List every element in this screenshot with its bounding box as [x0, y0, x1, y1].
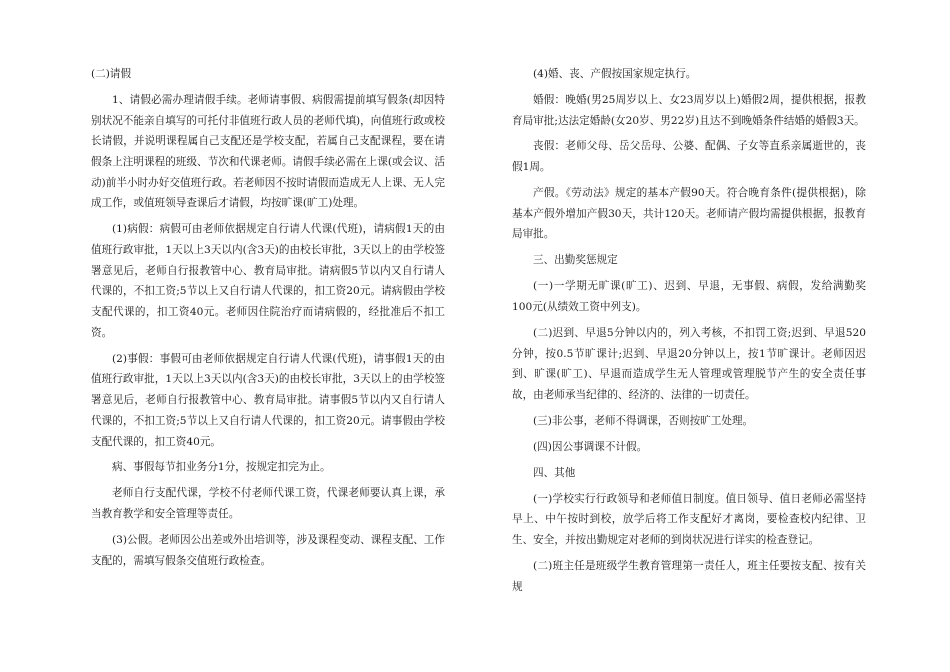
paragraph-duty-system: (一)学校实行行政领导和老师值日制度。值日领导、值日老师必需坚持早上、中午按时到校，放学后将工作支配好才离岗，要检查校内纪律、卫生、安全，并按出勤规定对老师的到岗状况进行详实的检查登记。: [512, 492, 866, 546]
paragraph-head-teacher: (二)班主任是班级学生教育管理第一责任人，班主任要按支配、按有关规: [512, 559, 866, 593]
paragraph-no-class-swap: (三)非公事，老师不得调课，否则按旷工处理。: [533, 414, 754, 427]
paragraph-substitute-teaching: 老师自行支配代课，学校不付老师代课工资，代课老师要认真上课，承当教育教学和安全管理等责任。: [91, 487, 445, 520]
paragraph-deduction-rule: 病、事假每节扣业务分1分，按规定扣完为止。: [112, 461, 331, 474]
paragraph-official-swap: (四)因公事调课不计假。: [533, 440, 648, 453]
paragraph-maternity-leave: 产假。《劳动法》规定的基本产假90天。符合晚育条件(提供根据)，除基本产假外增加产假30天，共计120天。老师请产假均需提供根据，报教育局审批。: [512, 187, 866, 241]
section-heading-attendance: 三、出勤奖惩规定: [533, 254, 618, 267]
right-column: [512, 64, 866, 602]
section-heading-other: 四、其他: [533, 466, 576, 479]
paragraph-marriage-funeral-maternity: (4)婚、丧、产假按国家规定执行。: [533, 68, 697, 80]
paragraph-sick-leave: (1)病假：病假可由老师依据规定自行请人代课(代班)，请病假1天的由值班行政审批，1天以上3天以内(含3天)的由校长审批，3天以上的由学校签署意见后，老师自行报教管中心、教育局审批。请病假5节以内又自行请人代课的，不扣工资;5节以上又自行请人代课的，扣工资20元。请病假由学校支配代课的，扣工资40元。老师因住院治疗而请病假的，经批准后不扣工资。: [91, 223, 445, 339]
section-heading-leave: (二)请假: [91, 68, 132, 80]
paragraph-funeral-leave: 丧假：老师父母、岳父岳母、公婆、配偶、子女等直系亲属逝世的，丧假1周。: [512, 140, 866, 174]
paragraph-personal-leave: (2)事假：事假可由老师依据规定自行请人代课(代班)，请事假1天的由值班行政审批，1天以上3天以内(含3天)的由校长审批，3天以上的由学校签署意见后，老师自行报教管中心、教育局审批。请事假5节以内又自行请人代课的，不扣工资;5节以上又自行请人代课的，扣工资20元。请事假由学校支配代课的，扣工资40元。: [91, 352, 445, 448]
paragraph-leave-procedure: 1、请假必需办理请假手续。老师请事假、病假需提前填写假条(却因特别状况不能亲自填写的可托付非值班行政人员的老师代填)，向值班行政或校长请假，并说明课程属自己支配还是学校支配，若属自己支配课程，要在请假条上注明课程的班级、节次和代课老师。请假手续必需在上课(或会议、活动)前半小时办好交值班行政。若老师因不按时请假而造成无人上课、无人完成工作，或值班领导查课后才请假，均按旷课(旷工)处理。: [91, 93, 445, 210]
paragraph-official-leave: (3)公假。老师因公出差或外出培训等，涉及课程变动、课程支配、工作支配的，需填写假条交值班行政检查。: [91, 533, 445, 567]
paragraph-marriage-leave: 婚假：晚婚(男25周岁以上、女23周岁以上)婚假2周，提供根据，报教育局审批;达法定婚龄(女20岁、男22岁)且达不到晚婚条件结婚的婚假3天。: [512, 93, 866, 127]
paragraph-full-attendance-bonus: (一)一学期无旷课(旷工)、迟到、早退，无事假、病假，发给满勤奖100元(从绩效工资中列支)。: [512, 280, 866, 313]
left-column: [91, 64, 445, 576]
paragraph-late-early-leave: (二)迟到、早退5分钟以内的，列入考核，不扣罚工资;迟到、早退520分钟，按0.5节旷课计;迟到、早退20分钟以上，按1节旷课计。老师因迟到、旷课(旷工)、早退而造成学生无人管理或管理脱节产生的安全责任事故，由老师承当纪律的、经济的、法律的一切责任。: [512, 326, 866, 401]
